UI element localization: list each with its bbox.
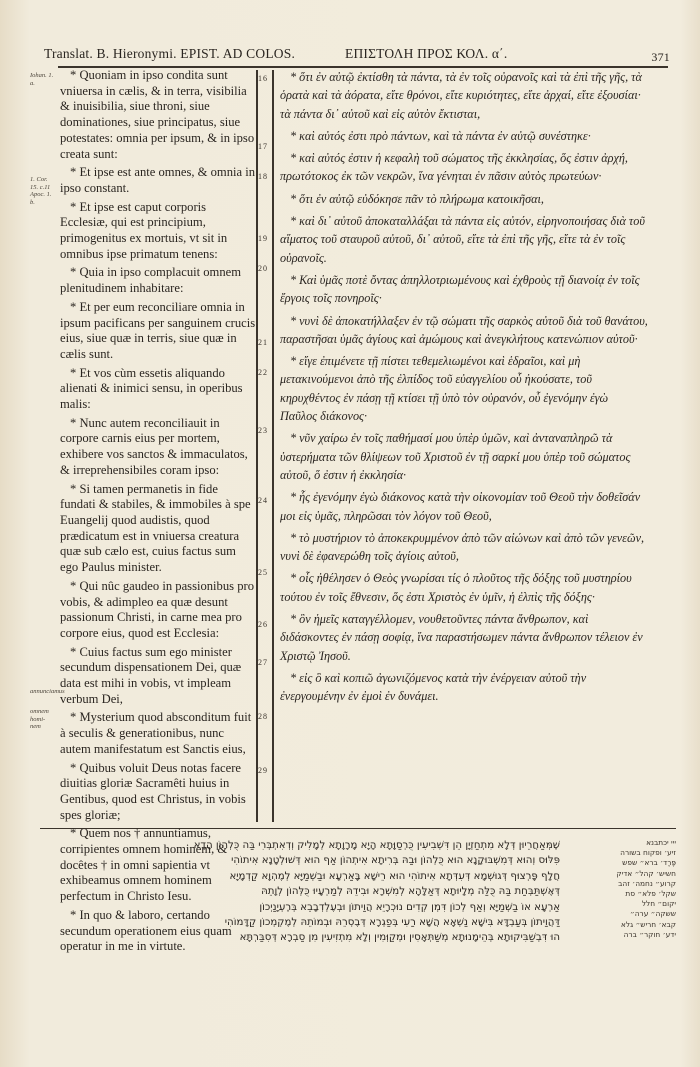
greek-verse: * καὶ δι᾽ αὐτοῦ ἀποκαταλλάξαι τὰ πάντα εἰς αὐτόν, εἰρηνοποιήσας διὰ τοῦ αἵματος τοῦ σταυροῦ αὐτοῦ, δι᾽ αὐτοῦ, εἴτε τὰ ἐπὶ τῆς γῆς, εἴτε τὰ ἐν τοῖς οὐρανοῖς. (280, 214, 645, 265)
glossary-entry: קבא׳ חריש״ גלא (620, 919, 676, 929)
glossary-entry: קרוע״ נחמה׳ זהב (618, 878, 676, 888)
running-header (30, 46, 670, 66)
greek-verse: * ὅτι ἐν αὐτῷ εὐδόκησε πᾶν τὸ πλήρωμα κατοικῆσαι, (290, 191, 544, 206)
verse-number: 21 (258, 338, 268, 347)
greek-verse: * τὸ μυστήριον τὸ ἀποκεκρυμμένον ἀπὸ τῶν αἰώνων καὶ ἀπὸ τῶν γενεῶν, νυνὶ δὲ ἐφανερώθη τοῖς ἁγίοις αὐτοῦ, (280, 530, 645, 564)
greek-verse: * οἷς ἠθέλησεν ὁ Θεὸς γνωρίσαι τίς ὁ πλοῦτος τῆς δόξης τοῦ μυστηρίου τούτου ἐν τοῖς ἔθνεσιν, ὅς ἐστι Χριστὸς ἐν ὑμῖν, ἡ ἐλπὶς τῆς δόξης· (280, 571, 632, 604)
hebrew-line: פִּלּוּס וְהוּא דְּמִשְׁבּוּקָנָא הוּא כֻּלְהוֹן וּבַהּ בְּרִיתָא אִיתְהוֹן אַף הוּא דְּשׁוּלְטָנָא אִיתוֹהִי (231, 855, 560, 867)
verse-number: 17 (258, 142, 268, 151)
greek-verse: * Καὶ ὑμᾶς ποτὲ ὄντας ἀπηλλοτριωμένους καὶ ἐχθροὺς τῇ διανοίᾳ ἐν τοῖς ἔργοις τοῖς πονηροῖς· (280, 272, 640, 306)
hebrew-line: חֲלָף פָּרְצוּף דְּגוּשְׁמָא דְּעִדְּתָא אִיתוֹהִי הוּא רֵישָׁא בָּאַרְעָא וּבַשְׁמַיָּא לְמֶהְוָא קַדְמָיָא (229, 870, 560, 882)
greek-running-title: ΕΠΙΣΤΟΛΗ ΠΡΟΣ ΚΟΛ. α΄. (345, 46, 508, 61)
glossary-entry: שקל׳ פלא״ סת (625, 889, 676, 899)
verse-number: 28 (258, 712, 268, 721)
glossary-entry: ששקה״ ערה״ (629, 909, 676, 919)
latin-verse: * Quoniam in ipso condita sunt vniuersa in cælis, & in terra, visibilia & inuisibilia, siue throni, siue dominationes, siue principatus, siue potestates: omnia per ipsum, & in ipso creata sunt: (60, 68, 255, 161)
margin-note: 1. Cor. 15. c.11 Apoc. 1. b. (30, 176, 52, 206)
greek-verse: * ἧς ἐγενόμην ἐγὼ διάκονος κατὰ τὴν οἰκονομίαν τοῦ Θεοῦ τὴν δοθεῖσάν μοι εἰς ὑμᾶς, πληρῶσαι τὸν λόγον τοῦ Θεοῦ, (280, 490, 641, 523)
glossary-entry: פֶּרֶד׳ ברא״ שפש (622, 858, 676, 868)
verse-number: 19 (258, 234, 268, 243)
latin-verse: * Nunc autem reconciliauit in corpore carnis eius per mortem, exhibere vos sanctos & immaculatos, & irreprehensibiles coram ipso: (60, 415, 248, 477)
glossary-entry: יקום״ חלל (641, 899, 676, 909)
hebrew-line: הוּ דִּבְשַׁבִּיקוּתָא בְּהֵימָנוּתָא מְשַׁתְּאָסִין וּמְקַוְּמִין וְלָא מִתְזִיעִין מִן סַבְרָא דְּסִבַּרְתָּא (239, 932, 560, 944)
verse-number: 22 (258, 368, 268, 377)
greek-verse: * καὶ αὐτός ἐστιν ἡ κεφαλὴ τοῦ σώματος τῆς ἐκκλησίας, ὅς ἐστιν ἀρχή, πρωτότοκος ἐκ τῶν νεκρῶν, ἵνα γένηται ἐν πᾶσιν αὐτὸς πρωτεύων· (280, 151, 628, 184)
verse-number: 25 (258, 568, 268, 577)
verse-number: 29 (258, 766, 268, 775)
verse-number: 16 (258, 74, 268, 83)
hebrew-text-block (40, 838, 560, 946)
greek-verse: * καὶ αὐτός ἐστι πρὸ πάντων, καὶ τὰ πάντα ἐν αὐτῷ συνέστηκε· (290, 128, 591, 143)
hebrew-line: אַרְעָא אוֹ בַשְׁמַיָּא וְאַף לְכוֹן דִּמְן קְדִים נוּכְרָיֵא הֲוַיתוֹן וּבְעֶלְדְבָבֵא בְּרֶעְיָנַיְכוֹן (259, 901, 560, 913)
margin-note: annunciamus (30, 688, 65, 695)
latin-column-rule (256, 70, 258, 822)
latin-verse: * Mysterium quod absconditum fuit à seculis & generationibus, nunc autem manifestatum est Sanctis eius, (60, 710, 252, 756)
glossary-entry: חשיש׳ קהל״ אדיק (616, 868, 676, 878)
margin-note: Iohan. 1. a. (30, 72, 54, 87)
latin-verse: * Et ipse est ante omnes, & omnia in ipso constant. (60, 165, 256, 195)
greek-verse: * νῦν χαίρω ἐν τοῖς παθήμασί μου ὑπὲρ ὑμῶν, καὶ ἀνταναπληρῶ τὰ ὑστερήματα τῶν θλίψεων τοῦ Χριστοῦ ἐν τῇ σαρκί μου ὑπὲρ τοῦ σώματος αὐτοῦ, ὅ ἐστιν ἡ ἐκκλησία· (280, 431, 631, 482)
latin-verse: * Quibus voluit Deus notas facere diuitias gloriæ Sacramêti huius in Gentibus, quod est Christus, in vobis spes gloriæ; (60, 760, 246, 822)
glossary-entry: זיע׳ ופקוח בשורה (620, 848, 676, 858)
verse-number: 24 (258, 496, 268, 505)
greek-verse: * εἴγε ἐπιμένετε τῇ πίστει τεθεμελιωμένοι καὶ ἑδραῖοι, καὶ μὴ μετακινούμενοι ἀπὸ τῆς ἐλπίδος τοῦ εὐαγγελίου οὗ ἠκούσατε, τοῦ κηρυχθέντος ἐν πάσῃ τῇ κτίσει τῇ ὑπὸ τὸν οὐρανόν, οὗ ἐγενόμην ἐγὼ Παῦλος διάκονος· (280, 354, 609, 424)
latin-verse: * In quo & laboro, certando secundum operationem eius quam operatur in me in virtute. (60, 907, 232, 954)
greek-verse: * ὅτι ἐν αὐτῷ ἐκτίσθη τὰ πάντα, τὰ ἐν τοῖς οὐρανοῖς καὶ τὰ ἐπὶ τῆς γῆς, τὰ ὁρατὰ καὶ τὰ ἀόρατα, εἴτε θρόνοι, εἴτε κυριότητες, εἴτε ἀρχαί, εἴτε ἐξουσίαι· τὰ πάντα δι᾽ αὐτοῦ καὶ εἰς αὐτὸν ἔκτισται, (280, 70, 642, 121)
greek-column-rule (272, 70, 274, 822)
hebrew-glossary (566, 838, 676, 940)
hebrew-line: דַּהֲוַיתוֹן בְּעַבְדָּא בִּישָׁא נַשְׁאָא הֲשָׁא רַעִי בְּפַגְרָא דְּבֶסְרֵהּ וּבְמוֹתֵהּ לְמֶקְמְכוֹן קַדָּמוֹהִי (224, 917, 560, 929)
greek-verse: * εἰς ὃ καὶ κοπιῶ ἀγωνιζόμενος κατὰ τὴν ἐνέργειαν αὐτοῦ τὴν ἐνεργουμένην ἐν ἐμοὶ ἐν δυνάμει. (280, 670, 587, 704)
latin-verse: * Quia in ipso complacuit omnem plenitudinem inhabitare: (60, 265, 242, 296)
verse-number: 27 (258, 658, 268, 667)
verse-number: 23 (258, 426, 268, 435)
hebrew-line: דְּאֶשְׁתַּבְּחַת בַּהּ כֻּלַּה מְלָיוּתָא דְּאַלָּהָא לְמִשְׁרָא וּבִידֵהּ לְמַרְעָיוּ כֻּלְּהוֹן לְוָתֵהּ (261, 886, 560, 898)
verse-number: 18 (258, 172, 268, 181)
page-number: 371 (651, 50, 670, 64)
margin-note: omnem homi- nem (30, 708, 49, 730)
latin-text-column (60, 66, 256, 958)
latin-running-title: Translat. B. Hieronymi. EPIST. AD COLOS. (44, 46, 296, 61)
latin-verse: * Et ipse est caput corporis Ecclesiæ, qui est principium, primogenitus ex mortuis, vt sit in omnibus ipse primatum tenens: (60, 199, 228, 261)
latin-verse: * Si tamen permanetis in fide fundati & stabiles, & immobiles à spe Euangelij quod audistis, quod prædicatum est in vniuersa creatura quæ sub cælo est, cuius factus sum ego Paulus minister. (60, 481, 251, 575)
glossary-entry: ידע׳ חוקר״ ברה (623, 929, 676, 939)
latin-verse: * Cuius factus sum ego minister secundum dispensationem Dei, quæ data est mihi in vobis, vt impleam verbum Dei, (60, 644, 242, 706)
latin-verse: * Et vos cùm essetis aliquando alienati & inimici sensu, in operibus malis: (60, 365, 243, 412)
greek-verse: * νυνὶ δὲ ἀποκατήλλαξεν ἐν τῷ σώματι τῆς σαρκὸς αὐτοῦ διὰ τοῦ θανάτου, παραστῆσαι ὑμᾶς ἁγίους καὶ ἀμώμους καὶ ἀνεγκλήτους κατενώπιον αὐτοῦ· (280, 313, 648, 346)
glossary-entry: ייי יכתבנא (646, 838, 676, 847)
latin-verse: * Et per eum reconciliare omnia in ipsum pacificans per sanguinem crucis eius, siue quæ in terris, siue quæ in cælis sunt. (60, 299, 256, 361)
verse-number: 26 (258, 620, 268, 629)
latin-verse: * Quem nos † annuntiamus, corripientes omnem hominem, & docêtes † in omni sapientia vt exhibeamus omnem hominem perfectum in Christo Iesu. (60, 826, 228, 904)
verse-number: 20 (258, 264, 268, 273)
hebrew-line: שֶׁמְּאַחֲרֵיוּן דְּלָא מִתְחַזְיָן הֵן דִּשְׁבִיעִין כֻּרְסַוָּתָא הָיָא מָרָוָתָא לְמָלִיק וְדְאִתְבְּרִי בַּה כֻּלְהוֹן הָדָא (193, 840, 560, 851)
latin-verse: * Qui nûc gaudeo in passionibus pro vobis, & adimpleo ea quæ desunt passionum Christi, in carne mea pro corpore eius, quod est Ecclesia: (60, 578, 254, 640)
greek-verse: * ὃν ἡμεῖς καταγγέλλομεν, νουθετοῦντες πάντα ἄνθρωπον, καὶ διδάσκοντες ἐν πάσῃ σοφίᾳ, ἵνα παραστήσωμεν πάντα ἄνθρωπον τέλειον ἐν Χριστῷ Ἰησοῦ. (280, 612, 643, 663)
greek-text-column (280, 68, 648, 710)
